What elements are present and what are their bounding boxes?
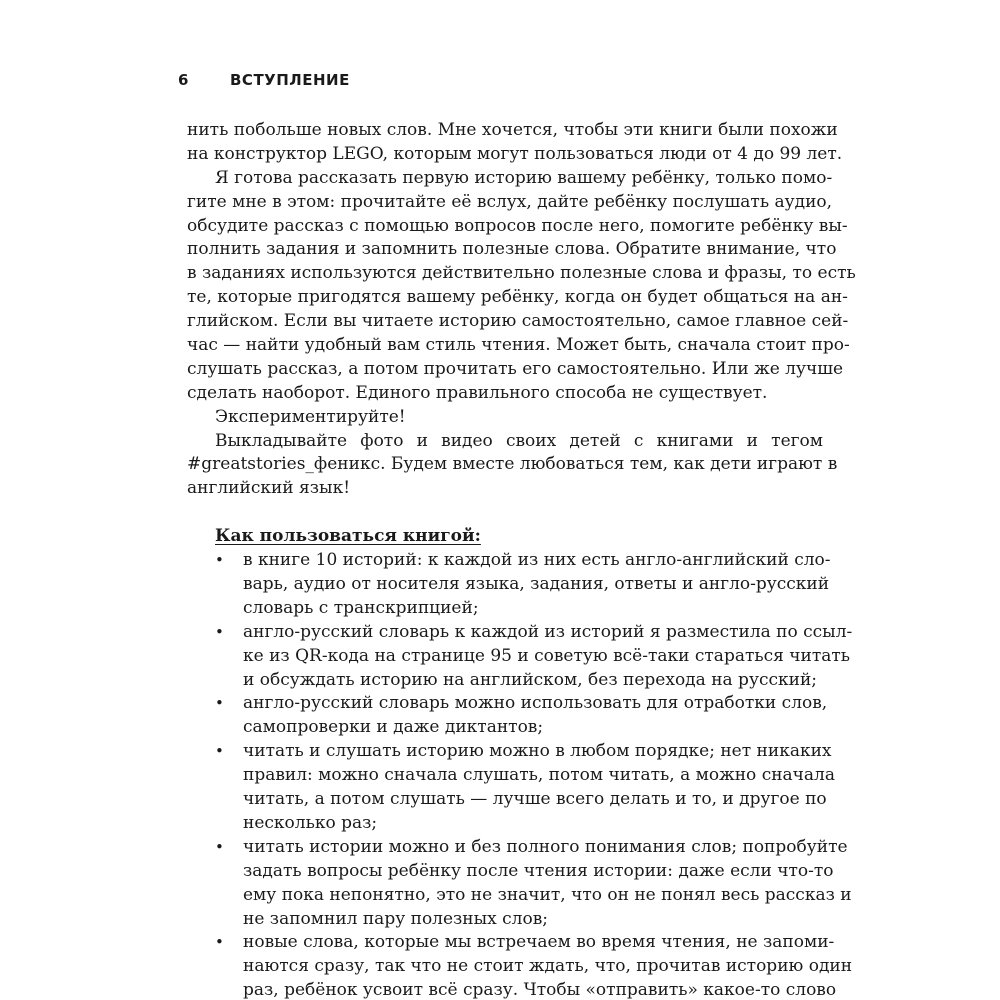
text-line: Я готова рассказать первую историю вашему ребёнку, только помо- xyxy=(215,167,833,188)
list-item xyxy=(187,621,853,693)
text-line: и обсуждать историю на английском, без перехода на русский; xyxy=(243,669,817,690)
text-line: англо-русский словарь к каждой из историй я разместила по ссыл- xyxy=(243,621,853,642)
text-line: англо-русский словарь можно использовать для отработки слов, xyxy=(243,693,828,714)
bullet-icon: • xyxy=(215,551,224,570)
text-line: раз, ребёнок усвоит всё сразу. Чтобы «отправить» какое-то слово xyxy=(243,980,837,1000)
list-item xyxy=(187,692,828,740)
text-line: сделать наоборот. Единого правильного способа не существует. xyxy=(187,382,768,403)
bullet-icon: • xyxy=(215,622,224,641)
section-title: ВСТУПЛЕНИЕ xyxy=(230,71,350,89)
paragraph xyxy=(187,406,823,430)
paragraph-spacer xyxy=(187,501,823,525)
text-line: Выкладывайте фото и видео своих детей с книгами и тегом xyxy=(215,430,823,451)
paragraph xyxy=(187,430,838,502)
text-line: читать и слушать историю можно в любом порядке; нет никаких xyxy=(243,741,832,762)
page-number: 6 xyxy=(178,71,189,89)
body-text xyxy=(187,119,856,1000)
text-line: час — найти удобный вам стиль чтения. Может быть, сначала стоит про- xyxy=(187,335,850,356)
how-to-list xyxy=(187,549,853,1000)
bullet-icon: • xyxy=(215,694,224,713)
text-line: глийском. Если вы читаете историю самостоятельно, самое главное сей- xyxy=(187,311,849,332)
text-line: несколько раз; xyxy=(243,812,378,833)
text-line: полнить задания и запомнить полезные слова. Обратите внимание, что xyxy=(187,239,837,260)
text-line: Экспериментируйте! xyxy=(215,406,406,427)
text-line: новые слова, которые мы встречаем во время чтения, не запоми- xyxy=(243,932,835,953)
section-heading: Как пользоваться книгой: xyxy=(215,526,481,547)
bullet-icon: • xyxy=(215,933,224,952)
text-line: не запомнил пару полезных слов; xyxy=(243,908,549,929)
text-line: словарь с транскрипцией; xyxy=(243,597,479,618)
text-line: английский язык! xyxy=(187,478,351,499)
paragraph xyxy=(187,119,843,167)
text-line: ему пока непонятно, это не значит, что он не понял весь рассказ и xyxy=(243,884,852,905)
text-line: в книге 10 историй: к каждой из них есть англо-английский сло- xyxy=(243,550,831,571)
text-line: гите мне в этом: прочитайте её вслух, дайте ребёнку послушать аудио, xyxy=(187,191,833,212)
text-line: самопроверки и даже диктантов; xyxy=(243,717,544,738)
list-item xyxy=(187,836,852,932)
bullet-icon: • xyxy=(215,837,224,856)
text-line: нить побольше новых слов. Мне хочется, чтобы эти книги были похожи xyxy=(187,120,838,140)
text-line: читать, а потом слушать — лучше всего делать и то, и другое по xyxy=(243,789,827,810)
text-line: слушать рассказ, а потом прочитать его самостоятельно. Или же лучше xyxy=(187,358,844,379)
list-item xyxy=(187,740,835,836)
list-item xyxy=(187,931,853,1000)
text-line: ке из QR-кода на странице 95 и советую всё-таки стараться читать xyxy=(243,645,851,666)
running-head xyxy=(178,71,350,89)
text-line: #greatstories_феникс. Будем вместе любоваться тем, как дети играют в xyxy=(187,454,838,475)
text-line: читать истории можно и без полного понимания слов; попробуйте xyxy=(243,836,848,857)
paragraph xyxy=(187,167,856,406)
text-line: те, которые пригодятся вашему ребёнку, когда он будет общаться на ан- xyxy=(187,287,848,308)
text-line: в заданиях используются действительно полезные слова и фразы, то есть xyxy=(187,263,856,284)
text-line: обсудите рассказ с помощью вопросов после него, помогите ребёнку вы- xyxy=(187,215,848,236)
text-line: наются сразу, так что не стоит ждать, что, прочитав историю один xyxy=(243,956,853,977)
text-line: правил: можно сначала слушать, потом читать, а можно сначала xyxy=(243,765,835,786)
text-line: задать вопросы ребёнку после чтения истории: даже если что-то xyxy=(243,860,834,881)
list-item xyxy=(187,549,831,621)
text-line: варь, аудио от носителя языка, задания, ответы и англо-русский xyxy=(243,574,830,595)
bullet-icon: • xyxy=(215,742,224,761)
text-line: на конструктор LEGO, которым могут пользоваться люди от 4 до 99 лет. xyxy=(187,143,843,164)
